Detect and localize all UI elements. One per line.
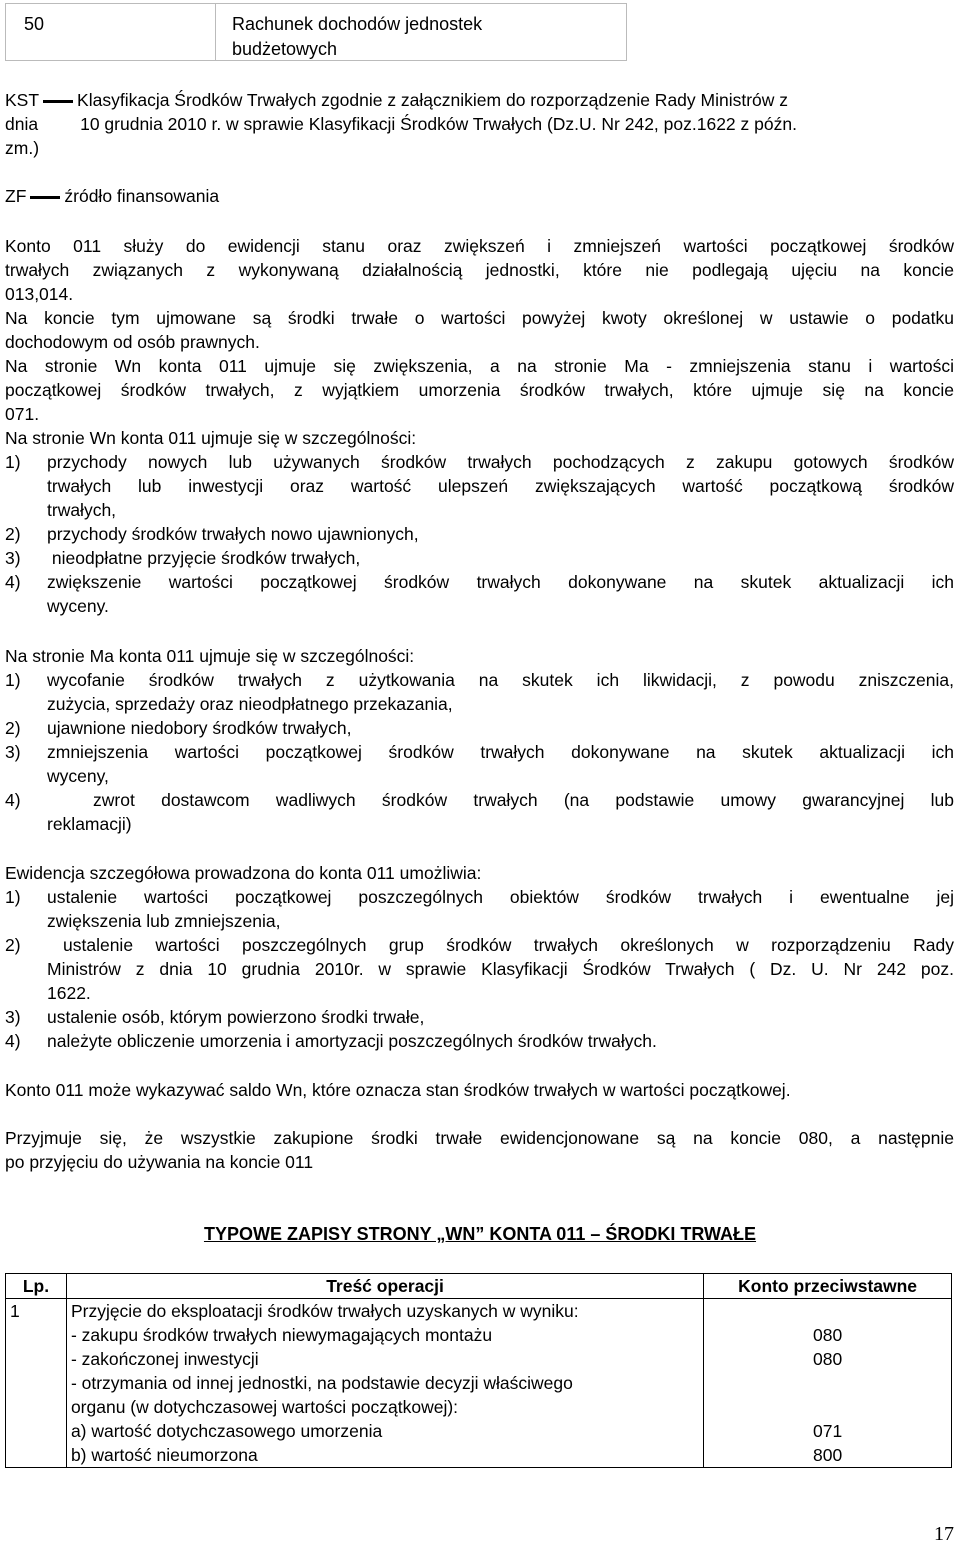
item-text: ustalenie osób, którym powierzono środki trwałe,: [47, 1007, 425, 1027]
tresc-line: - zakończonej inwestycji: [70, 1349, 259, 1369]
kst-abbr: KST: [5, 90, 40, 110]
item-number: 3): [5, 548, 21, 568]
item-number: 4): [5, 790, 21, 810]
konto-cell: [704, 1299, 952, 1468]
kst-dnia: dnia: [5, 114, 39, 134]
tresc-line: a) wartość dotychczasowego umorzenia: [70, 1421, 383, 1441]
konto-line: 080: [812, 1325, 843, 1345]
para2-line-1: Na koncie tym ujmowane są środki trwałe o wartości powyżej kwoty określonej w ustawie o podatku: [5, 308, 954, 328]
tresc-line: - otrzymania od innej jednostki, na podstawie decyzji właściwego: [70, 1373, 573, 1393]
item-number: 4): [5, 1031, 21, 1051]
item-text: zwiększenie wartości początkowej środków trwałych dokonywane na skutek aktualizacji ich: [47, 572, 954, 592]
item-number: 2): [5, 524, 21, 544]
item-text: nieodpłatne przyjęcie środków trwałych,: [47, 548, 361, 568]
wn-intro: Na stronie Wn konta 011 ujmuje się w szczególności:: [5, 428, 417, 448]
item-number: 3): [5, 742, 21, 762]
kst-text-1: Klasyfikacja Środków Trwałych zgodnie z załącznikiem do rozporządzenie Rady Ministrów z: [77, 90, 789, 110]
item-number: 4): [5, 572, 21, 592]
item-text: trwałych,: [47, 500, 117, 520]
col-header-konto: Konto przeciwstawne: [704, 1274, 952, 1299]
konto-line: 080: [812, 1349, 843, 1369]
ew-intro: Ewidencja szczegółowa prowadzona do konta 011 umożliwia:: [5, 863, 482, 883]
kst-text-2: 10 grudnia 2010 r. w sprawie Klasyfikacji Środków Trwałych (Dz.U. Nr 242, poz.1622 z późn.: [80, 114, 797, 134]
item-number: 1): [5, 452, 21, 472]
konto-line: [708, 1395, 947, 1419]
item-number: 3): [5, 1007, 21, 1027]
table-row: [6, 1299, 952, 1468]
item-text: Ministrów z dnia 10 grudnia 2010r. w sprawie Klasyfikacji Środków Trwałych ( Dz. U. Nr 242 poz.: [47, 959, 954, 979]
lp-cell: 1: [6, 1299, 67, 1468]
entries-table: [5, 1273, 952, 1468]
item-text: 1622.: [47, 983, 91, 1003]
item-text: zwrot dostawcom wadliwych środków trwałych (na podstawie umowy gwarancyjnej lub: [93, 790, 954, 810]
zf-text: źródło finansowania: [64, 186, 220, 206]
para3-line-2: początkowej środków trwałych, z wyjątkiem umorzenia środków trwałych, które ujmuje się na koncie: [5, 380, 954, 400]
tresc-line: - zakupu środków trwałych niewymagających montażu: [70, 1325, 493, 1345]
item-text: wycofanie środków trwałych z użytkowania na skutek ich likwidacji, z powodu zniszczenia,: [47, 670, 954, 690]
item-text: należyte obliczenie umorzenia i amortyzacji poszczególnych środków trwałych.: [47, 1031, 657, 1051]
konto-line: [708, 1299, 947, 1323]
header-table: [5, 3, 627, 63]
wn-item-1: [5, 450, 954, 522]
para2-line-2: dochodowym od osób prawnych.: [5, 332, 260, 352]
item-text: wyceny.: [47, 596, 109, 616]
header-page-cell: [5, 3, 215, 61]
ma-intro: Na stronie Ma konta 011 ujmuje się w szczególności:: [5, 646, 415, 666]
item-text: ustalenie wartości poszczególnych grup środków trwałych określonych w rozporządzeniu Rady: [63, 935, 954, 955]
item-number: 1): [5, 670, 21, 690]
footer-page-number: 17: [934, 1523, 954, 1545]
para3-line-1: Na stronie Wn konta 011 ujmuje się zwiększenia, a na stronie Ma - zmniejszenia stanu i wartości: [5, 356, 954, 376]
item-text: przychody środków trwałych nowo ujawnionych,: [47, 524, 419, 544]
para3-line-3: 071.: [5, 404, 40, 424]
item-text: reklamacji): [47, 814, 132, 834]
dash: [30, 196, 60, 199]
kst-line-1: [5, 88, 954, 112]
kst-line-2: [5, 112, 954, 136]
zf-line: [5, 184, 954, 208]
col-header-lp: Lp.: [6, 1274, 67, 1299]
item-text: ujawnione niedobory środków trwałych,: [47, 718, 352, 738]
dash: [43, 100, 73, 103]
item-number: 2): [5, 718, 21, 738]
saldo-text: Konto 011 może wykazywać saldo Wn, które oznacza stan środków trwałych w wartości początkowej.: [5, 1080, 791, 1100]
item-text: zmniejszenia wartości początkowej środków trwałych dokonywane na skutek aktualizacji ich: [47, 742, 954, 762]
konto-line: [708, 1371, 947, 1395]
tresc-line: b) wartość nieumorzona: [70, 1445, 258, 1465]
table-header-row: [6, 1274, 952, 1299]
zf-abbr: ZF: [5, 186, 27, 206]
item-text: ustalenie wartości początkowej poszczególnych obiektów środków trwałych i ewentualne jej: [47, 887, 954, 907]
col-header-tresc: Treść operacji: [66, 1274, 703, 1299]
para1-line-2: trwałych związanych z wykonywaną działalnością jednostki, które nie podlegają ujęciu na koncie: [5, 260, 954, 280]
item-number: 1): [5, 887, 21, 907]
konto-line: 800: [812, 1445, 843, 1465]
header-title-cell: [215, 3, 627, 61]
item-text: zwiększenia lub zmniejszenia,: [47, 911, 281, 931]
konto-line: 071: [812, 1421, 843, 1441]
section-heading: TYPOWE ZAPISY STRONY „WN” KONTA 011 – ŚRODKI TRWAŁE: [203, 1224, 757, 1244]
tresc-line: organu (w dotychczasowej wartości początkowej):: [70, 1397, 459, 1417]
item-text: zużycia, sprzedaży oraz nieodpłatnego przekazania,: [47, 694, 453, 714]
tresc-cell: [66, 1299, 703, 1468]
tresc-line: Przyjęcie do eksploatacji środków trwałych uzyskanych w wyniku:: [70, 1301, 579, 1321]
header-page-number: 50: [24, 14, 45, 34]
header-title: Rachunek dochodów jednostek budżetowych: [232, 14, 483, 59]
para1-line-3: 013,014.: [5, 284, 74, 304]
item-text: przychody nowych lub używanych środków trwałych pochodzących z zakupu gotowych środków: [47, 452, 954, 472]
item-text: wyceny,: [47, 766, 109, 786]
para1-line-1: Konto 011 służy do ewidencji stanu oraz zwiększeń i zmniejszeń wartości początkowej środków: [5, 236, 954, 256]
przyjmuje-line-1: Przyjmuje się, że wszystkie zakupione środki trwałe ewidencjonowane są na koncie 080, a następnie: [5, 1128, 954, 1148]
item-text: trwałych lub inwestycji oraz wartość ulepszeń zwiększających wartość początkową środków: [47, 476, 954, 496]
przyjmuje-line-2: po przyjęciu do używania na koncie 011: [5, 1152, 314, 1172]
kst-line-3: zm.): [5, 138, 40, 158]
item-number: 2): [5, 935, 21, 955]
